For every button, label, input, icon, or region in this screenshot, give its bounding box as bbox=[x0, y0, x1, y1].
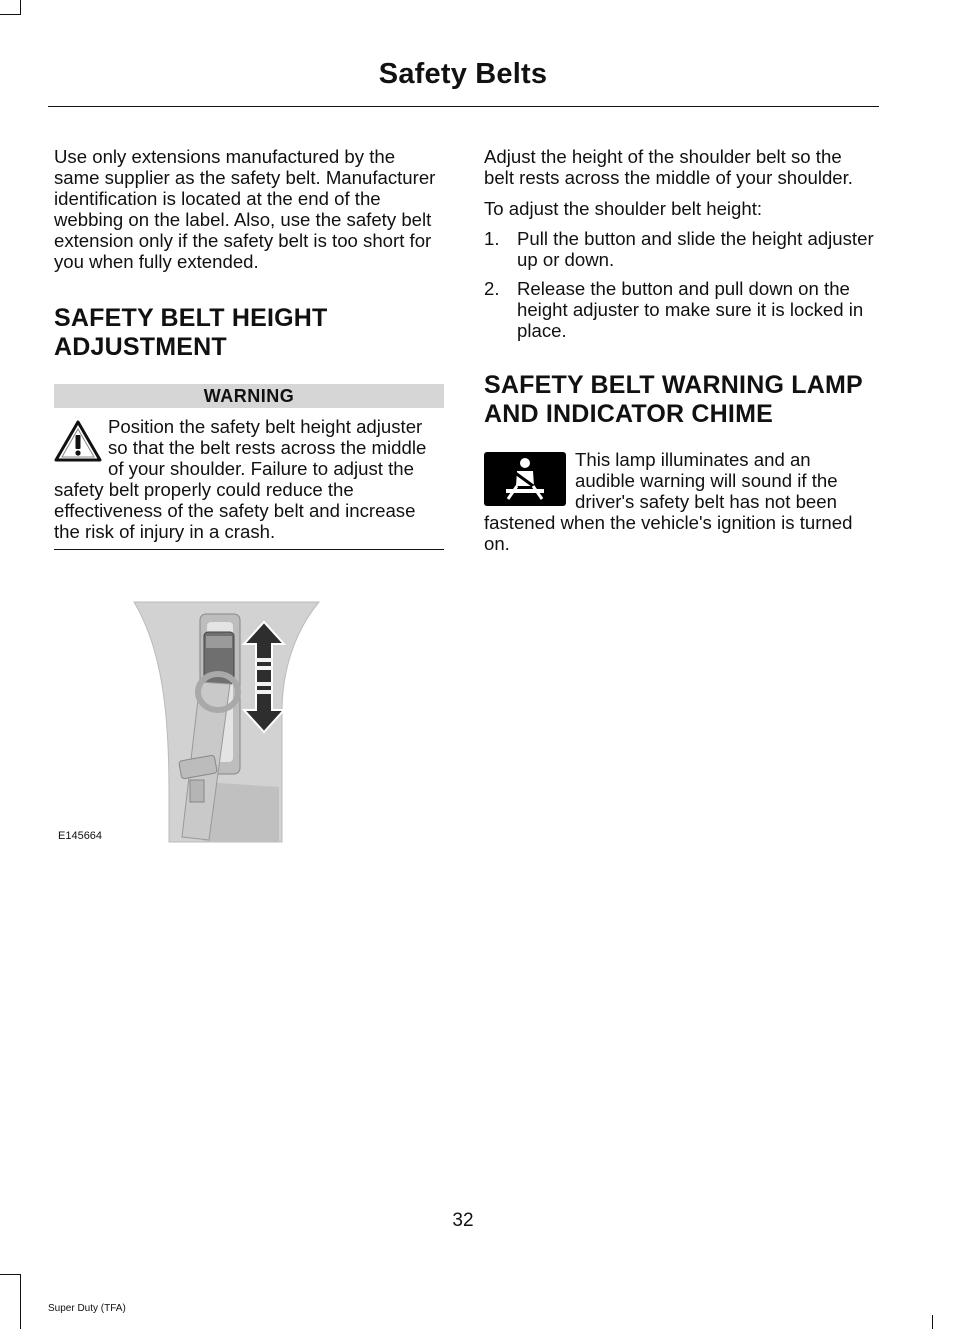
crop-mark bbox=[20, 1274, 21, 1329]
header-divider bbox=[48, 106, 879, 107]
figure-id: E145664 bbox=[58, 830, 103, 842]
seatbelt-warning-lamp-icon bbox=[484, 452, 566, 510]
left-column bbox=[54, 146, 444, 550]
section-heading-warning-lamp: SAFETY BELT WARNING LAMP AND INDICATOR CHIME bbox=[484, 371, 863, 428]
warning-bottom-rule bbox=[54, 549, 444, 550]
page-number: 32 bbox=[452, 1210, 474, 1231]
step-text: Pull the button and slide the height adjuster up or down. bbox=[517, 228, 874, 270]
page-title: Safety Belts bbox=[378, 58, 548, 90]
step-number: 1. bbox=[484, 228, 500, 249]
crop-mark bbox=[20, 0, 21, 14]
warning-triangle-icon bbox=[54, 420, 102, 466]
warning-box bbox=[54, 384, 444, 550]
step-item bbox=[484, 228, 874, 270]
right-column bbox=[484, 146, 874, 554]
adjust-paragraph: Adjust the height of the shoulder belt so the belt rests across the middle of your shoulder. bbox=[484, 146, 853, 188]
adjust-steps bbox=[484, 228, 874, 341]
footer-doc-name: Super Duty (TFA) bbox=[48, 1303, 126, 1314]
warning-text: Position the safety belt height adjuster so that the belt rests across the middle of your shoulder. Failure to adjust the safety belt properly could reduce the effectiveness of the safety belt and increase the risk of injury in a crash. bbox=[54, 416, 427, 542]
lamp-content bbox=[484, 449, 874, 554]
crop-mark bbox=[0, 14, 21, 15]
warning-content bbox=[54, 416, 444, 542]
warning-label: WARNING bbox=[54, 384, 444, 408]
step-text: Release the button and pull down on the height adjuster to make sure it is locked in place. bbox=[517, 278, 864, 341]
step-number: 2. bbox=[484, 278, 500, 299]
step-item bbox=[484, 278, 874, 341]
lamp-text: This lamp illuminates and an audible warning will sound if the driver's safety belt has not been fastened when the vehicle's ignition is turned on. bbox=[484, 449, 853, 554]
crop-mark bbox=[0, 1274, 21, 1275]
crop-mark bbox=[932, 1315, 933, 1329]
section-heading-height-adjustment: SAFETY BELT HEIGHT ADJUSTMENT bbox=[54, 304, 328, 361]
belt-height-adjuster-illustration bbox=[54, 592, 354, 847]
extension-paragraph: Use only extensions manufactured by the same supplier as the safety belt. Manufacturer identification is located at the end of the webbing on the label. Also, use the safety belt extension only if the safety belt is too short for you when fully extended. bbox=[54, 146, 436, 272]
adjust-lead: To adjust the shoulder belt height: bbox=[484, 198, 763, 219]
